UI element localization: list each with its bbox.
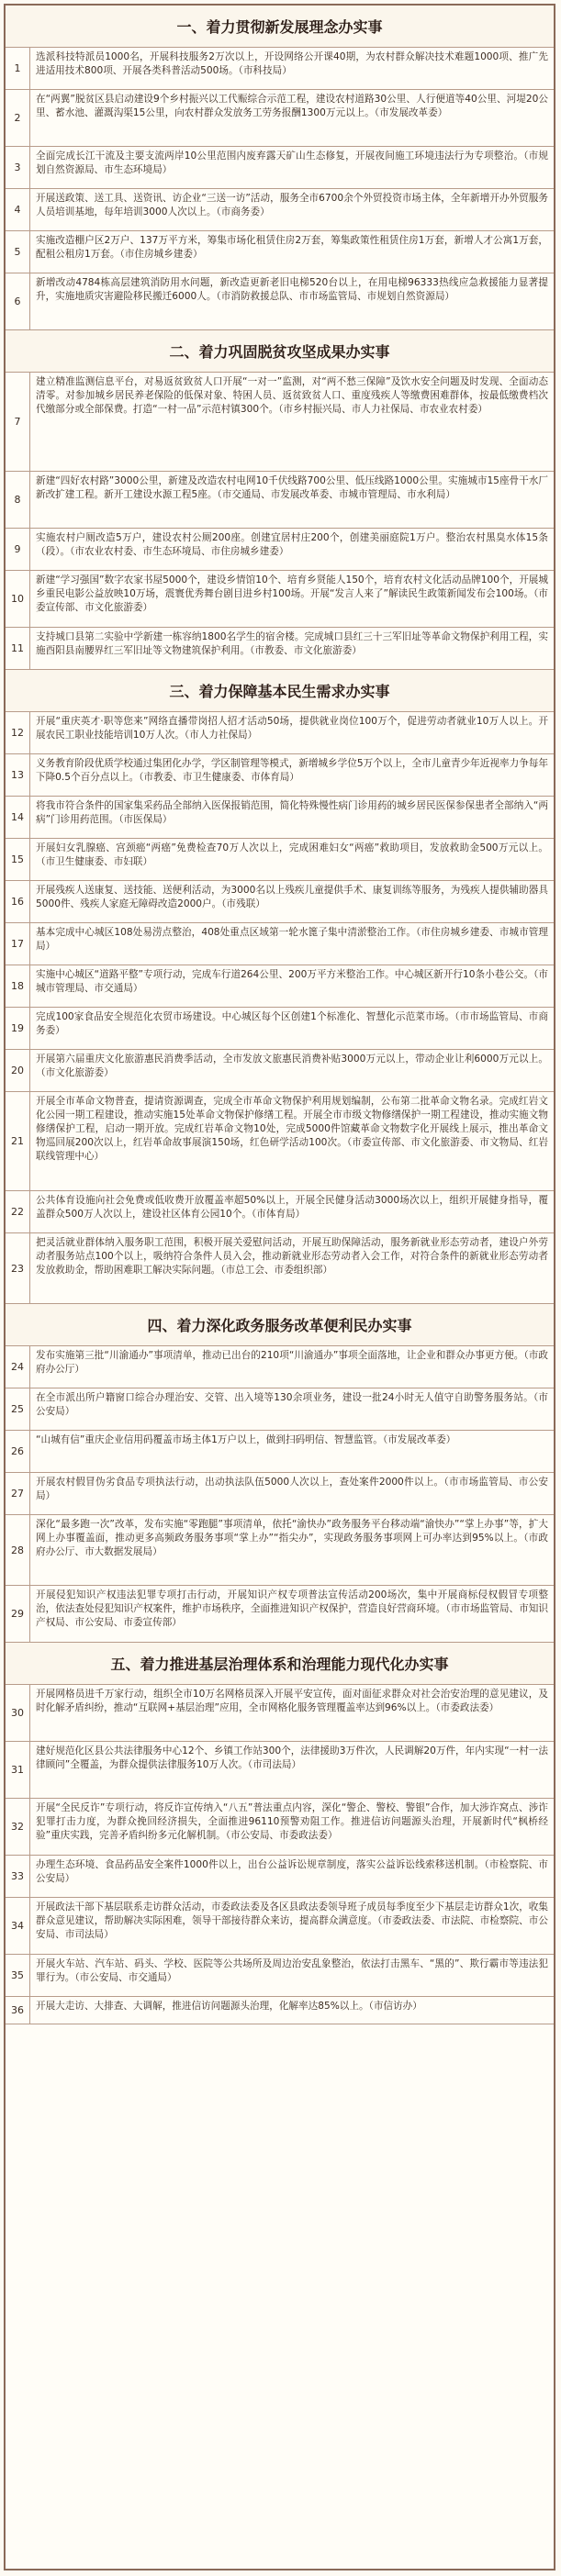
item-text: 实施农村户厕改造5万户，建设农村公厕200座。创建宜居村庄200个，创建美丽庭院1万户。整治农村黑臭水体15条（段）。（市农业农村委、市生态环境局、市住房城乡建委） <box>36 532 548 557</box>
item-number: 31 <box>6 1742 30 1798</box>
item-number: 30 <box>6 1685 30 1741</box>
item-text: 支持城口县第二实验中学新建一栋容纳1800名学生的宿舍楼。完成城口县红三十三军旧址等革命文物保护利用工程，实施酉阳县南腰界红三军旧址等文物建筑保护利用。（市教委、市文化旅游委） <box>36 631 548 656</box>
item-text: 将我市符合条件的国家集采药品全部纳入医保报销范围，简化特殊慢性病门诊用药的城乡居民医保参保患者全部纳入“两病”门诊用药范围。（市医保局） <box>36 800 548 825</box>
item-number: 14 <box>6 797 30 838</box>
list-item <box>6 1515 554 1586</box>
item-text: 新增改动4784栋高层建筑消防用水问题，新改造更新老旧电梯520台以上，在用电梯96333热线应急救援能力显著提升，实施地质灾害避险移民搬迁6000人。（市消防救援总队、市市场监管局、市规划自然资源局） <box>36 277 548 302</box>
item-number: 29 <box>6 1586 30 1642</box>
item-text: 开展全市革命文物普查，提请资源调查，完成全市革命文物保护利用规划编制，公布第二批革命文物名录。完成红岩文化公园一期工程建设，推动实施15处革命文物保护修缮工程。开展全市市级文物修缮保护一期工程建设，推动实施文物修缮保护工程，启动一期开放。完成红岩革命文物10处，完成5000件馆藏革命文物数字化开展线上展示，推出革命文物巡回展200次以上，红岩革命故事展演150场，红色研学活动100次。（市委宣传部、市文化旅游委、市文物局、红岩联线管理中心） <box>36 1096 548 1162</box>
item-text: 完成100家食品安全规范化农贸市场建设。中心城区每个区创建1个标准化、智慧化示范菜市场。（市市场监管局、市商务委） <box>36 1011 548 1036</box>
item-text: 开展大走访、大排查、大调解，推进信访问题源头治理，化解率达85%以上。（市信访办） <box>36 2001 422 2012</box>
list-item <box>6 1955 554 1997</box>
document <box>4 4 555 2570</box>
list-item <box>6 90 554 147</box>
item-text: 把灵活就业群体纳入服务职工范围，积极开展关爱慰问活动，开展互助保障活动，服务新就业形态劳动者，建设户外劳动者服务站点100个以上，吸纳符合条件人员入会，推动新就业形态劳动者入会工作，对符合条件的新就业形态劳动者发放救助金，帮助困难职工解决实际问题。（市总工会、市委组织部） <box>36 1237 548 1276</box>
item-number: 9 <box>6 529 30 570</box>
item-number: 13 <box>6 754 30 796</box>
item-text: 全面完成长江干流及主要支流两岸10公里范围内废弃露天矿山生态修复，开展夜间施工环境违法行为专项整治。（市规划自然资源局、市生态环境局） <box>36 151 548 175</box>
item-number: 16 <box>6 881 30 922</box>
item-number: 3 <box>6 147 30 188</box>
section-title: 三、着力保障基本民生需求办实事 <box>6 670 554 712</box>
section-title: 一、着力贯彻新发展理念办实事 <box>6 6 554 48</box>
list-item <box>6 1997 554 2024</box>
list-item <box>6 1685 554 1742</box>
item-number: 1 <box>6 48 30 89</box>
list-item <box>6 712 554 754</box>
item-text: 开展农村假冒伪劣食品专项执法行动，出动执法队伍5000人次以上，查处案件2000件以上。（市市场监管局、市公安局） <box>36 1477 548 1501</box>
section-title: 二、着力巩固脱贫攻坚成果办实事 <box>6 330 554 373</box>
list-item <box>6 1431 554 1473</box>
item-text: 公共体育设施向社会免费或低收费开放覆盖率超50%以上，开展全民健身活动3000场次以上，组织开展健身指导，覆盖群众500万人次以上，建设社区体育公园10个。（市体育局） <box>36 1195 548 1220</box>
item-number: 23 <box>6 1233 30 1303</box>
item-number: 10 <box>6 571 30 627</box>
item-text: 开展侵犯知识产权违法犯罪专项打击行动，开展知识产权专项普法宣传活动200场次，集中开展商标侵权假冒专项整治，依法查处侵犯知识产权案件，维护市场秩序，全面推进知识产权保护，营造良好营商环境。（市市场监管局、市知识产权局、市公安局、市委宣传部） <box>36 1589 548 1628</box>
list-item <box>6 1092 554 1191</box>
item-number: 28 <box>6 1515 30 1585</box>
item-text: 开展送政策、送工具、送资讯、访企业“三送一访”活动，服务全市6700余个外贸投资市场主体，全年新增开办外贸服务人员培训基地，每年培训3000人次以上。（市商务委） <box>36 193 548 217</box>
list-item <box>6 529 554 571</box>
item-text: 建立精准监测信息平台，对易返贫致贫人口开展“一对一”监测，对“两不愁三保障”及饮水安全问题及时发现、全面动态清零。对参加城乡居民养老保险的低保对象、特困人员、返贫致贫人口、重度残疾人等缴费困难群体，按最低缴费档次代缴部分或全部保费。打造“一村一品”示范村镇300个。（市乡村振兴局、市人力社保局、市农业农村委） <box>36 376 548 415</box>
item-text: 发布实施第三批“川渝通办”事项清单，推动已出台的210项“川渝通办”事项全面落地，让企业和群众办事更方便。（市政府办公厅） <box>36 1350 548 1375</box>
item-number: 27 <box>6 1473 30 1514</box>
list-item <box>6 147 554 189</box>
item-text: 开展火车站、汽车站、码头、学校、医院等公共场所及周边治安乱象整治，依法打击黑车、“黑的”、欺行霸市等违法犯罪行为。（市公安局、市交通局） <box>36 1958 548 1983</box>
item-text: 在“两翼”脱贫区县启动建设9个乡村振兴以工代赈综合示范工程，建设农村道路30公里、人行便道等40公里、河堤20公里、蓄水池、灌溉沟渠15公里，向农村群众发放务工劳务报酬1300万元以上。（市发展改革委） <box>36 94 548 118</box>
list-item <box>6 965 554 1008</box>
item-number: 34 <box>6 1898 30 1954</box>
item-number: 5 <box>6 231 30 273</box>
list-item <box>6 373 554 472</box>
item-number: 33 <box>6 1856 30 1897</box>
item-number: 20 <box>6 1050 30 1091</box>
list-item <box>6 1586 554 1643</box>
item-text: 义务教育阶段优质学校通过集团化办学，学区制管理等模式，新增城乡学位5万个以上，全市儿童青少年近视率力争每年下降0.5个百分点以上。（市教委、市卫生健康委、市体育局） <box>36 758 548 783</box>
item-number: 32 <box>6 1799 30 1855</box>
item-number: 8 <box>6 472 30 528</box>
item-text: 在全市派出所户籍窗口综合办理治安、交管、出入境等130余项业务，建设一批24小时无人值守自助警务服务站。（市公安局） <box>36 1392 548 1417</box>
section-title: 五、着力推进基层治理体系和治理能力现代化办实事 <box>6 1643 554 1685</box>
item-number: 7 <box>6 373 30 471</box>
list-item <box>6 881 554 923</box>
item-text: 开展第六届重庆文化旅游惠民消费季活动，全市发放文旅惠民消费补贴3000万元以上，带动企业让利6000万元以上。（市文化旅游委） <box>36 1054 548 1078</box>
item-text: 实施中心城区“道路平整”专项行动，完成车行道264公里、200万平方米整治工作。中心城区新开行10条小巷公交。（市城市管理局、市交通局） <box>36 969 548 994</box>
list-item <box>6 1346 554 1388</box>
list-item <box>6 1233 554 1304</box>
list-item <box>6 273 554 330</box>
list-item <box>6 48 554 90</box>
item-number: 21 <box>6 1092 30 1190</box>
item-text: 建好规范化区县公共法律服务中心12个、乡镇工作站300个，法律援助3万件次，人民调解20万件，年内实现“一村一法律顾问”全覆盖，为群众提供法律服务10万人次。（市司法局） <box>36 1745 548 1770</box>
item-text: 开展“重庆英才·职等您来”网络直播带岗招人招才活动50场，提供就业岗位100万个，促进劳动者就业10万人以上。开展农民工职业技能培训10万人次。（市人力社保局） <box>36 716 548 741</box>
item-number: 17 <box>6 923 30 965</box>
list-item <box>6 472 554 529</box>
list-item <box>6 1799 554 1856</box>
item-text: 开展妇女乳腺癌、宫颈癌“两癌”免费检查70万人次以上，完成困难妇女“两癌”救助项目，发放救助金500万元以上。（市卫生健康委、市妇联） <box>36 842 548 867</box>
item-text: 开展“全民反诈”专项行动，将反诈宣传纳入“八五”普法重点内容，深化“警企、警校、警银”合作，加大涉诈窝点、涉诈犯罪打击力度，为群众挽回经济损失，全面推进96110预警劝阻工作。推进信访问题源头治理，开展新时代“枫桥经验”重庆实践，完善矛盾纠纷多元化解机制。（市公安局、市委政法委） <box>36 1802 548 1841</box>
item-text: 开展网格员进千万家行动，组织全市10万名网格员深入开展平安宣传，面对面征求群众对社会治安治理的意见建议，及时化解矛盾纠纷，推动“互联网+基层治理”应用，全市网格化服务管理覆盖率达到96%以上。（市委政法委） <box>36 1689 548 1713</box>
list-item <box>6 1050 554 1092</box>
list-item <box>6 1856 554 1898</box>
item-number: 15 <box>6 839 30 880</box>
list-item <box>6 923 554 965</box>
item-number: 35 <box>6 1955 30 1996</box>
item-text: “山城有信”重庆企业信用码覆盖市场主体1万户以上，做到扫码明信、智慧监管。（市发展改革委） <box>36 1434 456 1445</box>
item-number: 25 <box>6 1388 30 1430</box>
item-number: 36 <box>6 1997 30 2024</box>
item-number: 2 <box>6 90 30 146</box>
section-title: 四、着力深化政务服务改革便利民办实事 <box>6 1304 554 1346</box>
list-item <box>6 628 554 670</box>
list-item <box>6 1008 554 1050</box>
list-item <box>6 189 554 231</box>
item-text: 基本完成中心城区108处易涝点整治，408处重点区域第一轮水篦子集中清淤整治工作。（市住房城乡建委、市城市管理局） <box>36 927 548 952</box>
list-item <box>6 1742 554 1799</box>
item-number: 18 <box>6 965 30 1007</box>
item-text: 新建“四好农村路”3000公里，新建及改造农村电网10千伏线路700公里、低压线路1000公里。实施城市15座骨干水厂新改扩建工程。新开工建设水源工程5座。（市交通局、市发展改革委、市城市管理局、市水利局） <box>36 475 548 500</box>
list-item <box>6 231 554 273</box>
item-number: 22 <box>6 1191 30 1232</box>
item-number: 26 <box>6 1431 30 1472</box>
item-text: 开展政法干部下基层联系走访群众活动，市委政法委及各区县政法委领导班子成员每季度至少下基层走访群众1次，收集群众意见建议，帮助解决实际困难，领导干部接待群众来访，提高群众满意度。（市委政法委、市法院、市检察院、市公安局、市司法局） <box>36 1901 548 1940</box>
item-text: 深化“最多跑一次”改革，发布实施“零跑腿”事项清单，依托“渝快办”政务服务平台移动端“渝快办”“掌上办事”等，扩大网上办事覆盖面，推动更多高频政务服务事项“掌上办”“指尖办”，实现政务服务事项网上可办率达到95%以上。（市政府办公厅、市大数据发展局） <box>36 1519 548 1557</box>
list-item <box>6 571 554 628</box>
item-text: 选派科技特派员1000名，开展科技服务2万次以上，开设网络公开课40期，为农村群众解决技术难题1000项、推广先进适用技术800项、开展各类科普活动500场。（市科技局） <box>36 51 548 76</box>
item-text: 开展残疾人送康复、送技能、送便利活动，为3000名以上残疾儿童提供手术、康复训练等服务，为残疾人提供辅助器具5000件、残疾人家庭无障碍改造2000户。（市残联） <box>36 885 548 909</box>
item-number: 19 <box>6 1008 30 1049</box>
item-text: 新建“学习强国”数字农家书屋5000个，建设乡情馆10个、培育乡贤能人150个，培育农村文化活动品牌100个，开展城乡重民电影公益放映10万场，震寰优秀舞台剧目进乡村100场。开展“发言人来了”解读民生政策新闻发布会100场。（市委宣传部、市文化旅游委） <box>36 574 548 613</box>
list-item <box>6 1191 554 1233</box>
list-item <box>6 754 554 797</box>
list-item <box>6 1898 554 1955</box>
item-number: 12 <box>6 712 30 753</box>
item-text: 办理生态环境、食品药品安全案件1000件以上，出台公益诉讼规章制度，落实公益诉讼线索移送机制。（市检察院、市公安局） <box>36 1859 548 1884</box>
item-number: 11 <box>6 628 30 669</box>
item-number: 4 <box>6 189 30 230</box>
list-item <box>6 839 554 881</box>
list-item <box>6 1473 554 1515</box>
list-item <box>6 1388 554 1431</box>
item-text: 实施改造棚户区2万户、137万平方米，筹集市场化租赁住房2万套，筹集政策性租赁住房1万套，新增人才公寓1万套，配租公租房1万套。（市住房城乡建委） <box>36 235 548 260</box>
item-number: 6 <box>6 273 30 329</box>
list-item <box>6 797 554 839</box>
item-number: 24 <box>6 1346 30 1388</box>
